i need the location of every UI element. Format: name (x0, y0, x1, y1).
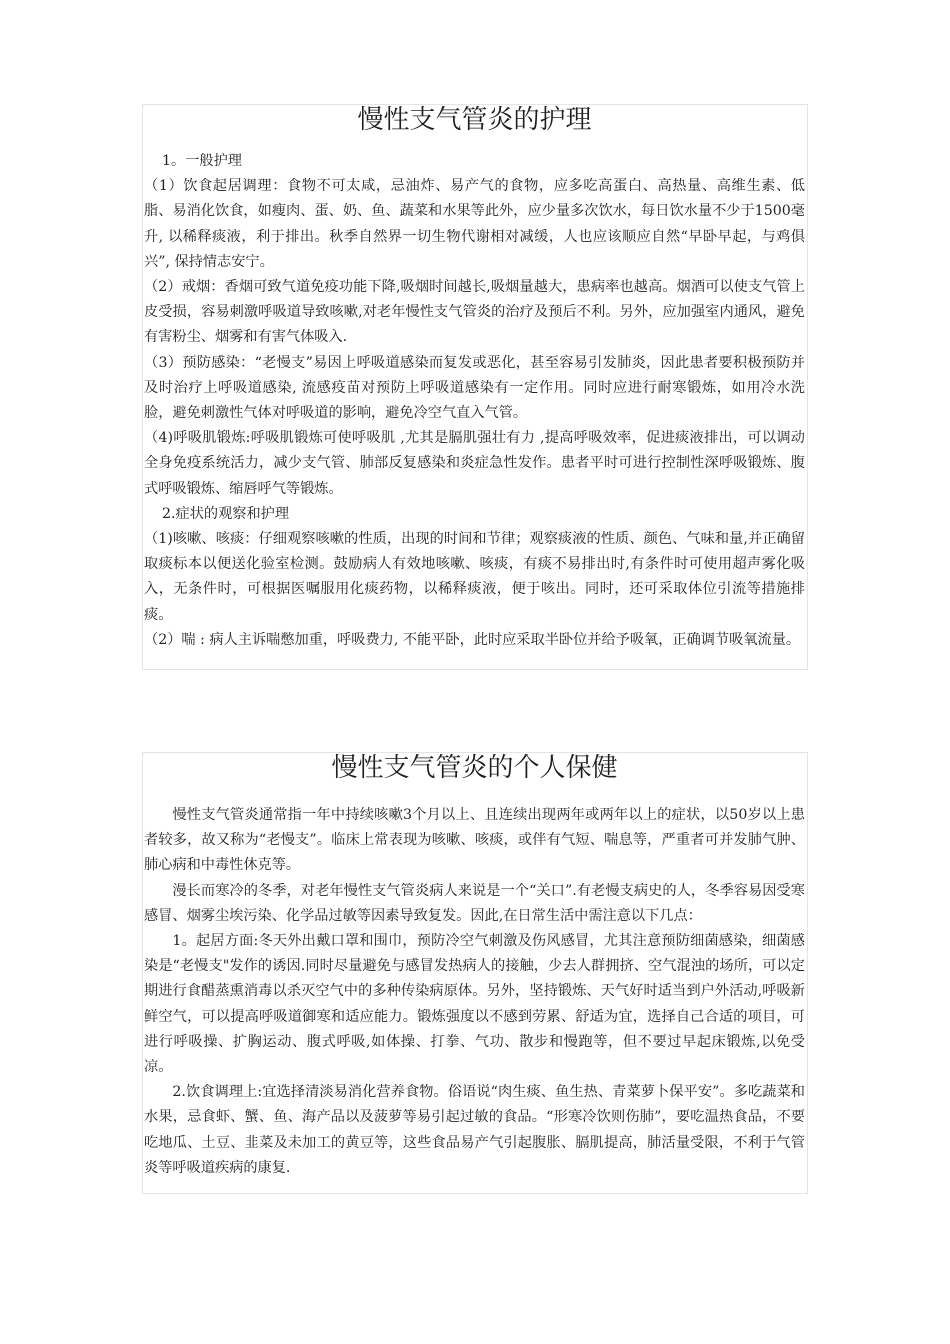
subheading-symptom-care: 2.症状的观察和护理 (162, 505, 290, 522)
section-title: 慢性支气管炎的护理 (357, 105, 592, 135)
paragraph-cough: （1)咳嗽、咳痰：仔细观察咳嗽的性质，出现的时间和节律；观察痰液的性质、颜色、气味和量,并正确留取痰标本以便送化验室检测。鼓励病人有效地咳嗽、咳痰，有痰不易排出时,有条件时可使用超声雾化吸入，无条件时，可根据医嘱服用化痰药物，以稀释痰液，便于咳出。同时，还可采取体位引流等措施排痰。 (144, 531, 805, 623)
section-body (144, 803, 805, 1181)
paragraph-wheeze: （2）喘 : 病人主诉喘憋加重，呼吸费力, 不能平卧，此时应采取半卧位并给予吸氧，正确调节吸氧流量。 (144, 631, 801, 648)
paragraph-definition: 慢性支气管炎通常指一年中持续咳嗽3个月以上、且连续出现两年或两年以上的症状，以50岁以上患者较多，故又称为“老慢支”。临床上常表现为咳嗽、咳痰，或伴有气短、喘息等，严重者可并发肺气肿、肺心病和中毒性休克等。 (144, 807, 805, 874)
personal-care-section (142, 752, 808, 1194)
paragraph-diet-care: 2.饮食调理上:宜选择清淡易消化营养食物。俗语说“肉生痰、鱼生热、青菜萝卜保平安”。多吃蔬菜和水果，忌食虾、蟹、鱼、海产品以及菠萝等易引起过敏的食品。“形寒冷饮则伤肺”，要吃温热食品，不要吃地瓜、土豆、韭菜及未加工的黄豆等，这些食品易产气引起腹胀、膈肌提高，肺活量受限，不利于气管炎等呼吸道疾病的康复. (144, 1084, 805, 1176)
paragraph-daily-living: 1。起居方面:冬天外出戴口罩和围巾，预防冷空气刺激及伤风感冒，尤其注意预防细菌感染，细菌感染是“老慢支"发作的诱因.同时尽量避免与感冒发热病人的接触，少去人群拥挤、空气混浊的场所，可以定期进行食醋蒸熏消毒以杀灭空气中的多种传染病原体。另外，坚持锻炼、天气好时适当到户外活动,呼吸新鲜空气，可以提高呼吸道御寒和适应能力。锻炼强度以不感到劳累、舒适为宜，选择自己合适的项目，可进行呼吸操、扩胸运动、腹式呼吸,如体操、打拳、气功、散步和慢跑等，但不要过早起床锻炼,以免受凉。 (144, 933, 805, 1076)
nursing-section (142, 104, 808, 670)
section-body (144, 149, 805, 653)
paragraph-quit-smoking: （2）戒烟：香烟可致气道免疫功能下降,吸烟时间越长,吸烟量越大，患病率也越高。烟酒可以使支气管上皮受损，容易刺激呼吸道导致咳嗽,对老年慢性支气管炎的治疗及预后不利。另外，应加强室内通风，避免有害粉尘、烟雾和有害气体吸入. (144, 279, 805, 346)
paragraph-prevent-infection: （3）预防感染：“老慢支”易因上呼吸道感染而复发或恶化，甚至容易引发肺炎，因此患者要积极预防并及时治疗上呼吸道感染, 流感疫苗对预防上呼吸道感染有一定作用。同时应进行耐寒锻炼，如用冷水洗脸，避免刺激性气体对呼吸道的影响，避免冷空气直入气管。 (144, 354, 805, 422)
section-title: 慢性支气管炎的个人保健 (331, 753, 618, 783)
paragraph-winter: 漫长而寒冷的冬季，对老年慢性支气管炎病人来说是一个“关口”.有老慢支病史的人，冬季容易因受寒感冒、烟雾尘埃污染、化学品过敏等因素导致复发。因此,在日常生活中需注意以下几点： (144, 882, 805, 924)
paragraph-diet: （1）饮食起居调理：食物不可太咸，忌油炸、易产气的食物，应多吃高蛋白、高热量、高维生素、低脂、易消化饮食，如瘦肉、蛋、奶、鱼、蔬菜和水果等此外，应少量多次饮水，每日饮水量不少于1500毫升, 以稀释痰液，利于排出。秋季自然界一切生物代谢相对减缓，人也应该顺应自然“早卧早起，与鸡俱兴”, 保持情志安宁。 (144, 178, 805, 270)
subheading-general-care: 1。一般护理 (162, 153, 242, 169)
paragraph-breathing-exercise: （4)呼吸肌锻炼:呼吸肌锻炼可使呼吸肌 ,尤其是膈肌强壮有力 ,提高呼吸效率，促进痰液排出，可以调动全身免疫系统活力，减少支气管、肺部反复感染和炎症急性发作。患者平时可进行控制性深呼吸锻炼、腹式呼吸锻炼、缩唇呼气等锻炼。 (144, 430, 805, 497)
